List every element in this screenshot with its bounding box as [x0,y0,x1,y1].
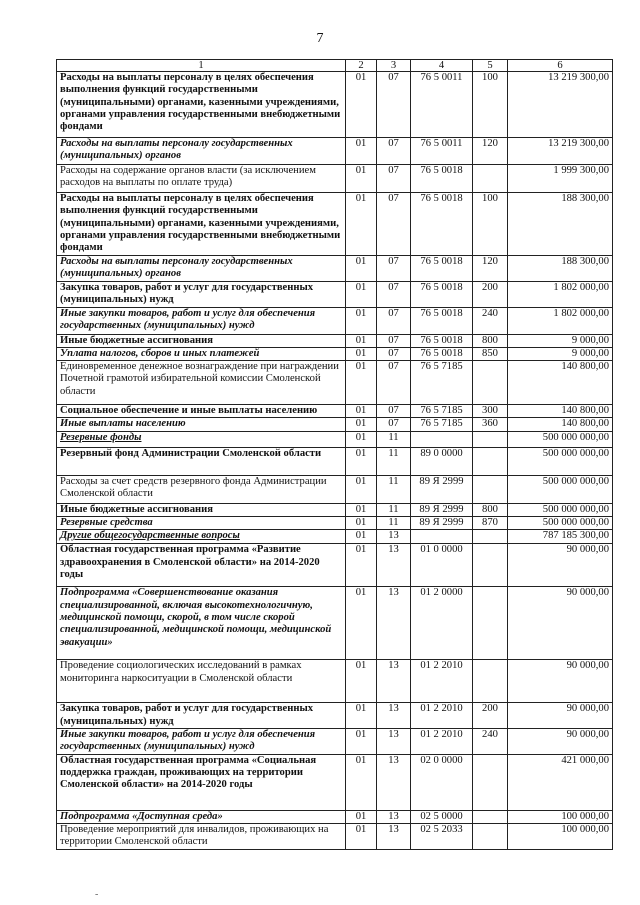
table-header-row [57,60,613,72]
table-row [57,193,613,256]
row-name-cell: Иные бюджетные ассигнования [57,503,346,516]
expense-type-cell: 100 [473,193,508,256]
subsection-code-cell: 07 [377,405,411,418]
section-code-cell: 01 [346,307,377,334]
column-header: 3 [377,60,411,72]
section-code-cell: 01 [346,138,377,165]
section-code-cell: 01 [346,544,377,587]
section-code-cell: 01 [346,587,377,660]
budget-table [56,59,613,850]
subsection-code-cell: 07 [377,256,411,282]
section-code-cell: 01 [346,703,377,729]
section-code-cell: 01 [346,475,377,503]
row-name-cell: Иные закупки товаров, работ и услуг для обеспечения государственных (муниципальных) нужд [57,307,346,334]
section-code-cell: 01 [346,334,377,347]
expense-type-cell: 240 [473,307,508,334]
table-row [57,256,613,282]
subsection-code-cell: 11 [377,431,411,447]
table-row [57,475,613,503]
section-code-cell: 01 [346,361,377,405]
expense-type-cell [473,165,508,193]
amount-cell: 13 219 300,00 [508,72,613,138]
table-row [57,361,613,405]
section-code-cell: 01 [346,418,377,431]
subsection-code-cell: 11 [377,517,411,530]
row-name-cell: Расходы за счет средств резервного фонда Администрации Смоленской области [57,475,346,503]
subsection-code-cell: 13 [377,587,411,660]
section-code-cell: 01 [346,823,377,849]
subsection-code-cell: 11 [377,503,411,516]
row-name-cell: Другие общегосударственные вопросы [57,530,346,544]
expense-type-cell: 300 [473,405,508,418]
subsection-code-cell: 07 [377,307,411,334]
expense-type-cell: 360 [473,418,508,431]
target-article-cell: 02 0 0000 [411,754,473,810]
expense-type-cell [473,530,508,544]
amount-cell: 9 000,00 [508,347,613,360]
subsection-code-cell: 11 [377,475,411,503]
expense-type-cell: 870 [473,517,508,530]
amount-cell: 421 000,00 [508,754,613,810]
amount-cell: 140 800,00 [508,405,613,418]
expense-type-cell: 200 [473,281,508,307]
target-article-cell: 76 5 0018 [411,334,473,347]
subsection-code-cell: 13 [377,660,411,703]
row-name-cell: Резервные средства [57,517,346,530]
target-article-cell: 01 2 2010 [411,660,473,703]
table-row [57,431,613,447]
section-code-cell: 01 [346,281,377,307]
row-name-cell: Иные закупки товаров, работ и услуг для обеспечения государственных (муниципальных) нужд [57,728,346,754]
subsection-code-cell: 07 [377,361,411,405]
row-name-cell: Расходы на выплаты персоналу в целях обеспечения выполнения функций государственными (муниципальными) органами, казенными учреждениями, органами управления государственными внебюджетными фондами [57,193,346,256]
page-number: 7 [316,31,324,46]
row-name-cell: Уплата налогов, сборов и иных платежей [57,347,346,360]
expense-type-cell: 120 [473,256,508,282]
subsection-code-cell: 13 [377,754,411,810]
table-row [57,347,613,360]
section-code-cell: 01 [346,810,377,823]
expense-type-cell [473,431,508,447]
table-row [57,530,613,544]
row-name-cell: Областная государственная программа «Социальная поддержка граждан, проживающих на территории Смоленской области» на 2014-2020 годы [57,754,346,810]
subsection-code-cell: 13 [377,530,411,544]
target-article-cell: 01 0 0000 [411,544,473,587]
target-article-cell: 02 5 0000 [411,810,473,823]
amount-cell: 1 999 300,00 [508,165,613,193]
target-article-cell [411,530,473,544]
subsection-code-cell: 07 [377,334,411,347]
subsection-code-cell: 13 [377,823,411,849]
section-code-cell: 01 [346,72,377,138]
table-row [57,728,613,754]
amount-cell: 90 000,00 [508,544,613,587]
section-code-cell: 01 [346,447,377,475]
expense-type-cell [473,660,508,703]
amount-cell: 100 000,00 [508,810,613,823]
section-code-cell: 01 [346,728,377,754]
row-name-cell: Социальное обеспечение и иные выплаты населению [57,405,346,418]
expense-type-cell: 240 [473,728,508,754]
section-code-cell: 01 [346,517,377,530]
table-row [57,503,613,516]
amount-cell: 9 000,00 [508,334,613,347]
row-name-cell: Проведение социологических исследований в рамках мониторинга наркоситуации в Смоленской области [57,660,346,703]
row-name-cell: Расходы на выплаты персоналу государственных (муниципальных) органов [57,256,346,282]
column-header: 4 [411,60,473,72]
section-code-cell: 01 [346,347,377,360]
table-row [57,72,613,138]
amount-cell: 90 000,00 [508,728,613,754]
row-name-cell: Закупка товаров, работ и услуг для государственных (муниципальных) нужд [57,281,346,307]
expense-type-cell [473,361,508,405]
amount-cell: 90 000,00 [508,587,613,660]
expense-type-cell [473,754,508,810]
row-name-cell: Иные выплаты населению [57,418,346,431]
table-row [57,754,613,810]
row-name-cell: Подпрограмма «Совершенствование оказания специализированной, включая высокотехнологичную, медицинской помощи, скорой, в том числе скорой специализированной, медицинской помощи, медицинской эвакуации» [57,587,346,660]
section-code-cell: 01 [346,503,377,516]
expense-type-cell: 850 [473,347,508,360]
subsection-code-cell: 07 [377,138,411,165]
expense-type-cell: 800 [473,503,508,516]
section-code-cell: 01 [346,530,377,544]
amount-cell: 787 185 300,00 [508,530,613,544]
target-article-cell: 01 2 2010 [411,703,473,729]
amount-cell: 500 000 000,00 [508,475,613,503]
section-code-cell: 01 [346,431,377,447]
expense-type-cell: 200 [473,703,508,729]
expense-type-cell: 800 [473,334,508,347]
subsection-code-cell: 07 [377,165,411,193]
amount-cell: 188 300,00 [508,193,613,256]
target-article-cell: 76 5 0011 [411,72,473,138]
table-row [57,165,613,193]
target-article-cell: 76 5 0018 [411,165,473,193]
table-row [57,405,613,418]
amount-cell: 100 000,00 [508,823,613,849]
target-article-cell: 76 5 0018 [411,193,473,256]
amount-cell: 500 000 000,00 [508,503,613,516]
row-name-cell: Подпрограмма «Доступная среда» [57,810,346,823]
section-code-cell: 01 [346,660,377,703]
expense-type-cell: 120 [473,138,508,165]
amount-cell: 90 000,00 [508,703,613,729]
target-article-cell: 76 5 0018 [411,281,473,307]
amount-cell: 500 000 000,00 [508,447,613,475]
amount-cell: 500 000 000,00 [508,517,613,530]
section-code-cell: 01 [346,193,377,256]
amount-cell: 90 000,00 [508,660,613,703]
row-name-cell: Расходы на выплаты персоналу в целях обеспечения выполнения функций государственными (муниципальными) органами, казенными учреждениями, органами управления государственными внебюджетными фондами [57,72,346,138]
target-article-cell: 76 5 7185 [411,405,473,418]
row-name-cell: Областная государственная программа «Развитие здравоохранения в Смоленской области» на 2014-2020 годы [57,544,346,587]
table-row [57,810,613,823]
column-header: 6 [508,60,613,72]
expense-type-cell: 100 [473,72,508,138]
amount-cell: 1 802 000,00 [508,307,613,334]
subsection-code-cell: 07 [377,72,411,138]
target-article-cell: 02 5 2033 [411,823,473,849]
target-article-cell: 01 2 2010 [411,728,473,754]
table-row [57,138,613,165]
amount-cell: 13 219 300,00 [508,138,613,165]
target-article-cell: 89 Я 2999 [411,503,473,516]
footer-mark: - [95,889,99,900]
subsection-code-cell: 07 [377,281,411,307]
table-row [57,544,613,587]
table-row [57,587,613,660]
table-row [57,307,613,334]
table-row [57,281,613,307]
subsection-code-cell: 07 [377,193,411,256]
table-row [57,334,613,347]
expense-type-cell [473,810,508,823]
row-name-cell: Проведение мероприятий для инвалидов, проживающих на территории Смоленской области [57,823,346,849]
table-row [57,517,613,530]
table-row [57,447,613,475]
column-header: 2 [346,60,377,72]
target-article-cell: 89 Я 2999 [411,517,473,530]
subsection-code-cell: 13 [377,544,411,587]
table-row [57,823,613,849]
target-article-cell: 76 5 0018 [411,307,473,334]
target-article-cell: 76 5 7185 [411,418,473,431]
expense-type-cell [473,823,508,849]
amount-cell: 140 800,00 [508,418,613,431]
section-code-cell: 01 [346,256,377,282]
amount-cell: 1 802 000,00 [508,281,613,307]
section-code-cell: 01 [346,165,377,193]
subsection-code-cell: 13 [377,728,411,754]
expense-type-cell [473,587,508,660]
amount-cell: 140 800,00 [508,361,613,405]
target-article-cell: 89 0 0000 [411,447,473,475]
subsection-code-cell: 07 [377,347,411,360]
section-code-cell: 01 [346,754,377,810]
amount-cell: 500 000 000,00 [508,431,613,447]
table-row [57,418,613,431]
expense-type-cell [473,475,508,503]
amount-cell: 188 300,00 [508,256,613,282]
column-header: 5 [473,60,508,72]
row-name-cell: Расходы на выплаты персоналу государственных (муниципальных) органов [57,138,346,165]
expense-type-cell [473,544,508,587]
subsection-code-cell: 07 [377,418,411,431]
table-row [57,660,613,703]
target-article-cell: 76 5 0018 [411,256,473,282]
target-article-cell: 01 2 0000 [411,587,473,660]
section-code-cell: 01 [346,405,377,418]
row-name-cell: Единовременное денежное вознаграждение при награждении Почетной грамотой избирательной комиссии Смоленской области [57,361,346,405]
target-article-cell [411,431,473,447]
target-article-cell: 76 5 7185 [411,361,473,405]
row-name-cell: Резервные фонды [57,431,346,447]
target-article-cell: 76 5 0011 [411,138,473,165]
subsection-code-cell: 13 [377,703,411,729]
table-row [57,703,613,729]
row-name-cell: Закупка товаров, работ и услуг для государственных (муниципальных) нужд [57,703,346,729]
target-article-cell: 76 5 0018 [411,347,473,360]
column-header: 1 [57,60,346,72]
subsection-code-cell: 13 [377,810,411,823]
subsection-code-cell: 11 [377,447,411,475]
row-name-cell: Иные бюджетные ассигнования [57,334,346,347]
target-article-cell: 89 Я 2999 [411,475,473,503]
expense-type-cell [473,447,508,475]
row-name-cell: Резервный фонд Администрации Смоленской области [57,447,346,475]
row-name-cell: Расходы на содержание органов власти (за исключением расходов на выплаты по оплате труда) [57,165,346,193]
